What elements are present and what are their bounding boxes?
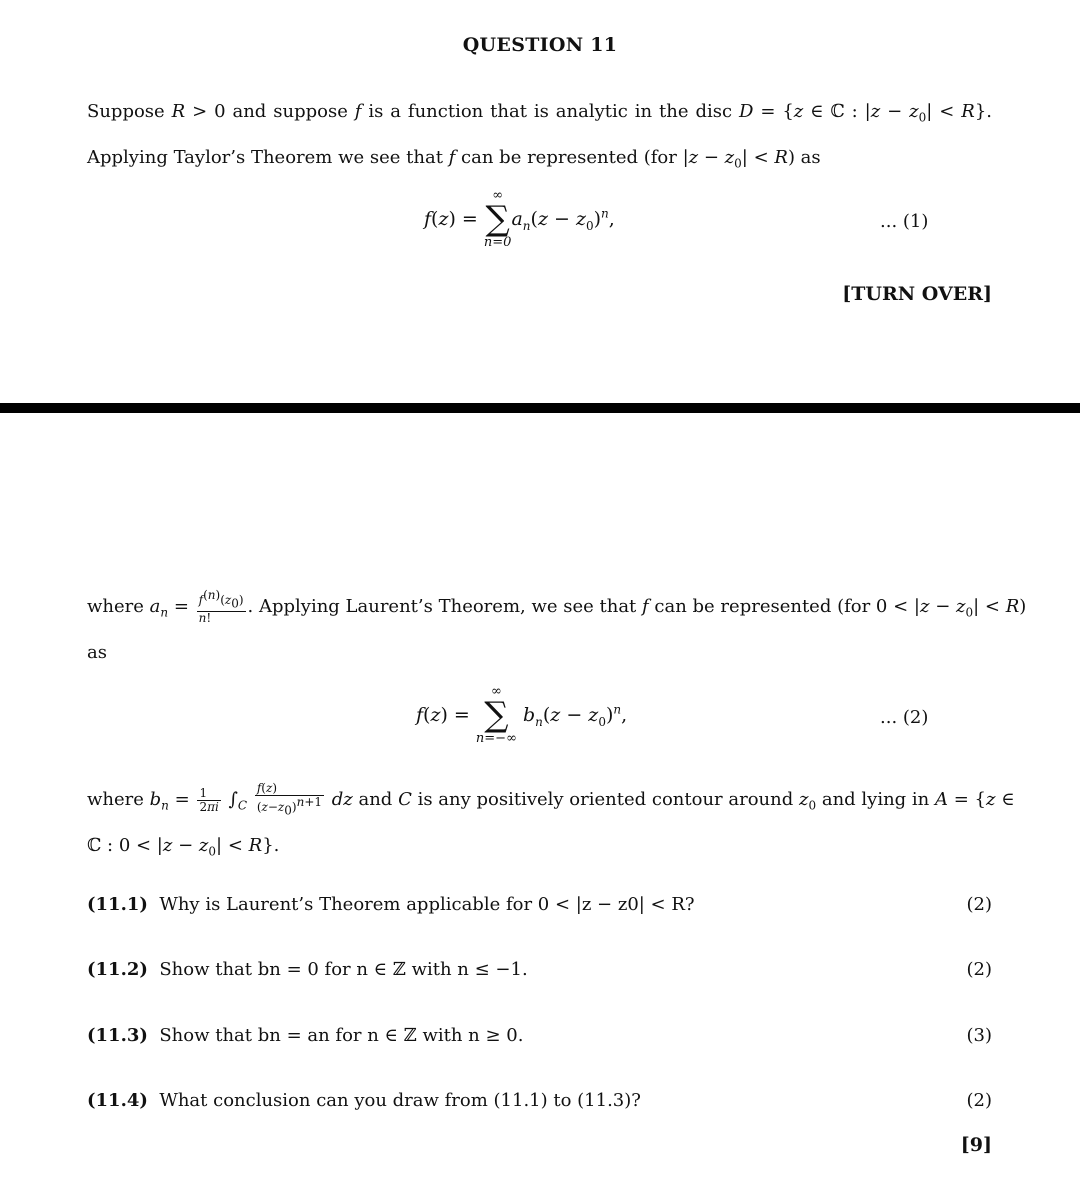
question-marks: (2) <box>966 894 992 915</box>
equation-2-number: ... (2) <box>880 707 929 728</box>
intro-line-2: Applying Taylor’s Theorem we see that f can be represented (for $|z - z_0| < R$) as <box>87 146 821 171</box>
equation-1: f(z) = ∞ ∑ n=0 $a_n(z - z_0)^n$, <box>424 188 615 250</box>
bn-line-1: where $b_n$ = $\frac{1}{2\pi i}$ $\int_C$ $\frac{f(z)}{(z-z_0)^{n+1}}$ dz and C is any positively oriented contour around $z_0$ and lying in A = {z ∈ <box>87 781 1015 818</box>
equation-2: f(z) = ∞ ∑ n=−∞ $b_n(z - z_0)^n$, <box>416 684 628 746</box>
question-marks: (2) <box>966 1090 992 1111</box>
question-text: What conclusion can you draw from (11.1) to (11.3)? <box>159 1090 641 1111</box>
question-label: (11.1) <box>87 894 148 915</box>
turn-over-label: [TURN OVER] <box>842 283 992 305</box>
intro-line-1: Suppose R > 0 and suppose f is a function that is analytic in the disc D = {z ∈ ℂ : $|z - z_0| < R$}. <box>87 101 992 125</box>
question-11-1 <box>87 894 992 915</box>
coef-line-1: where $a_n$ = $\frac{f^{(n)}(z_0)}{n!}$ . Applying Laurent’s Theorem, we see that f can be represented (for $0 < |z - z_0| < R$) <box>87 588 1027 625</box>
question-label: (11.3) <box>87 1025 148 1046</box>
intro-paragraph <box>87 92 992 183</box>
question-title: QUESTION 11 <box>462 34 618 56</box>
question-label: (11.4) <box>87 1090 148 1111</box>
question-text: Show that bn = an for n ∈ ℤ with n ≥ 0. <box>159 1025 524 1046</box>
total-marks: [9] <box>960 1134 992 1156</box>
question-marks: (3) <box>966 1025 992 1046</box>
bn-line-2: ℂ : $0 < |z - z_0| < R$}. <box>87 834 280 859</box>
page-divider <box>0 403 1080 413</box>
question-11-4 <box>87 1090 992 1111</box>
question-11-3 <box>87 1025 992 1046</box>
question-marks: (2) <box>966 959 992 980</box>
question-text: Why is Laurent’s Theorem applicable for 0 < |z − z0| < R? <box>159 894 695 915</box>
question-text: Show that bn = 0 for n ∈ ℤ with n ≤ −1. <box>159 959 528 980</box>
coefficient-paragraph <box>87 587 1027 672</box>
bn-paragraph <box>87 780 1015 871</box>
question-11-2 <box>87 959 992 980</box>
sum-symbol: ∞ ∑ n=−∞ <box>475 684 517 746</box>
equation-1-number: ... (1) <box>880 211 929 232</box>
coef-line-2: as <box>87 641 107 663</box>
sum-symbol: ∞ ∑ n=0 <box>483 188 512 250</box>
question-label: (11.2) <box>87 959 148 980</box>
